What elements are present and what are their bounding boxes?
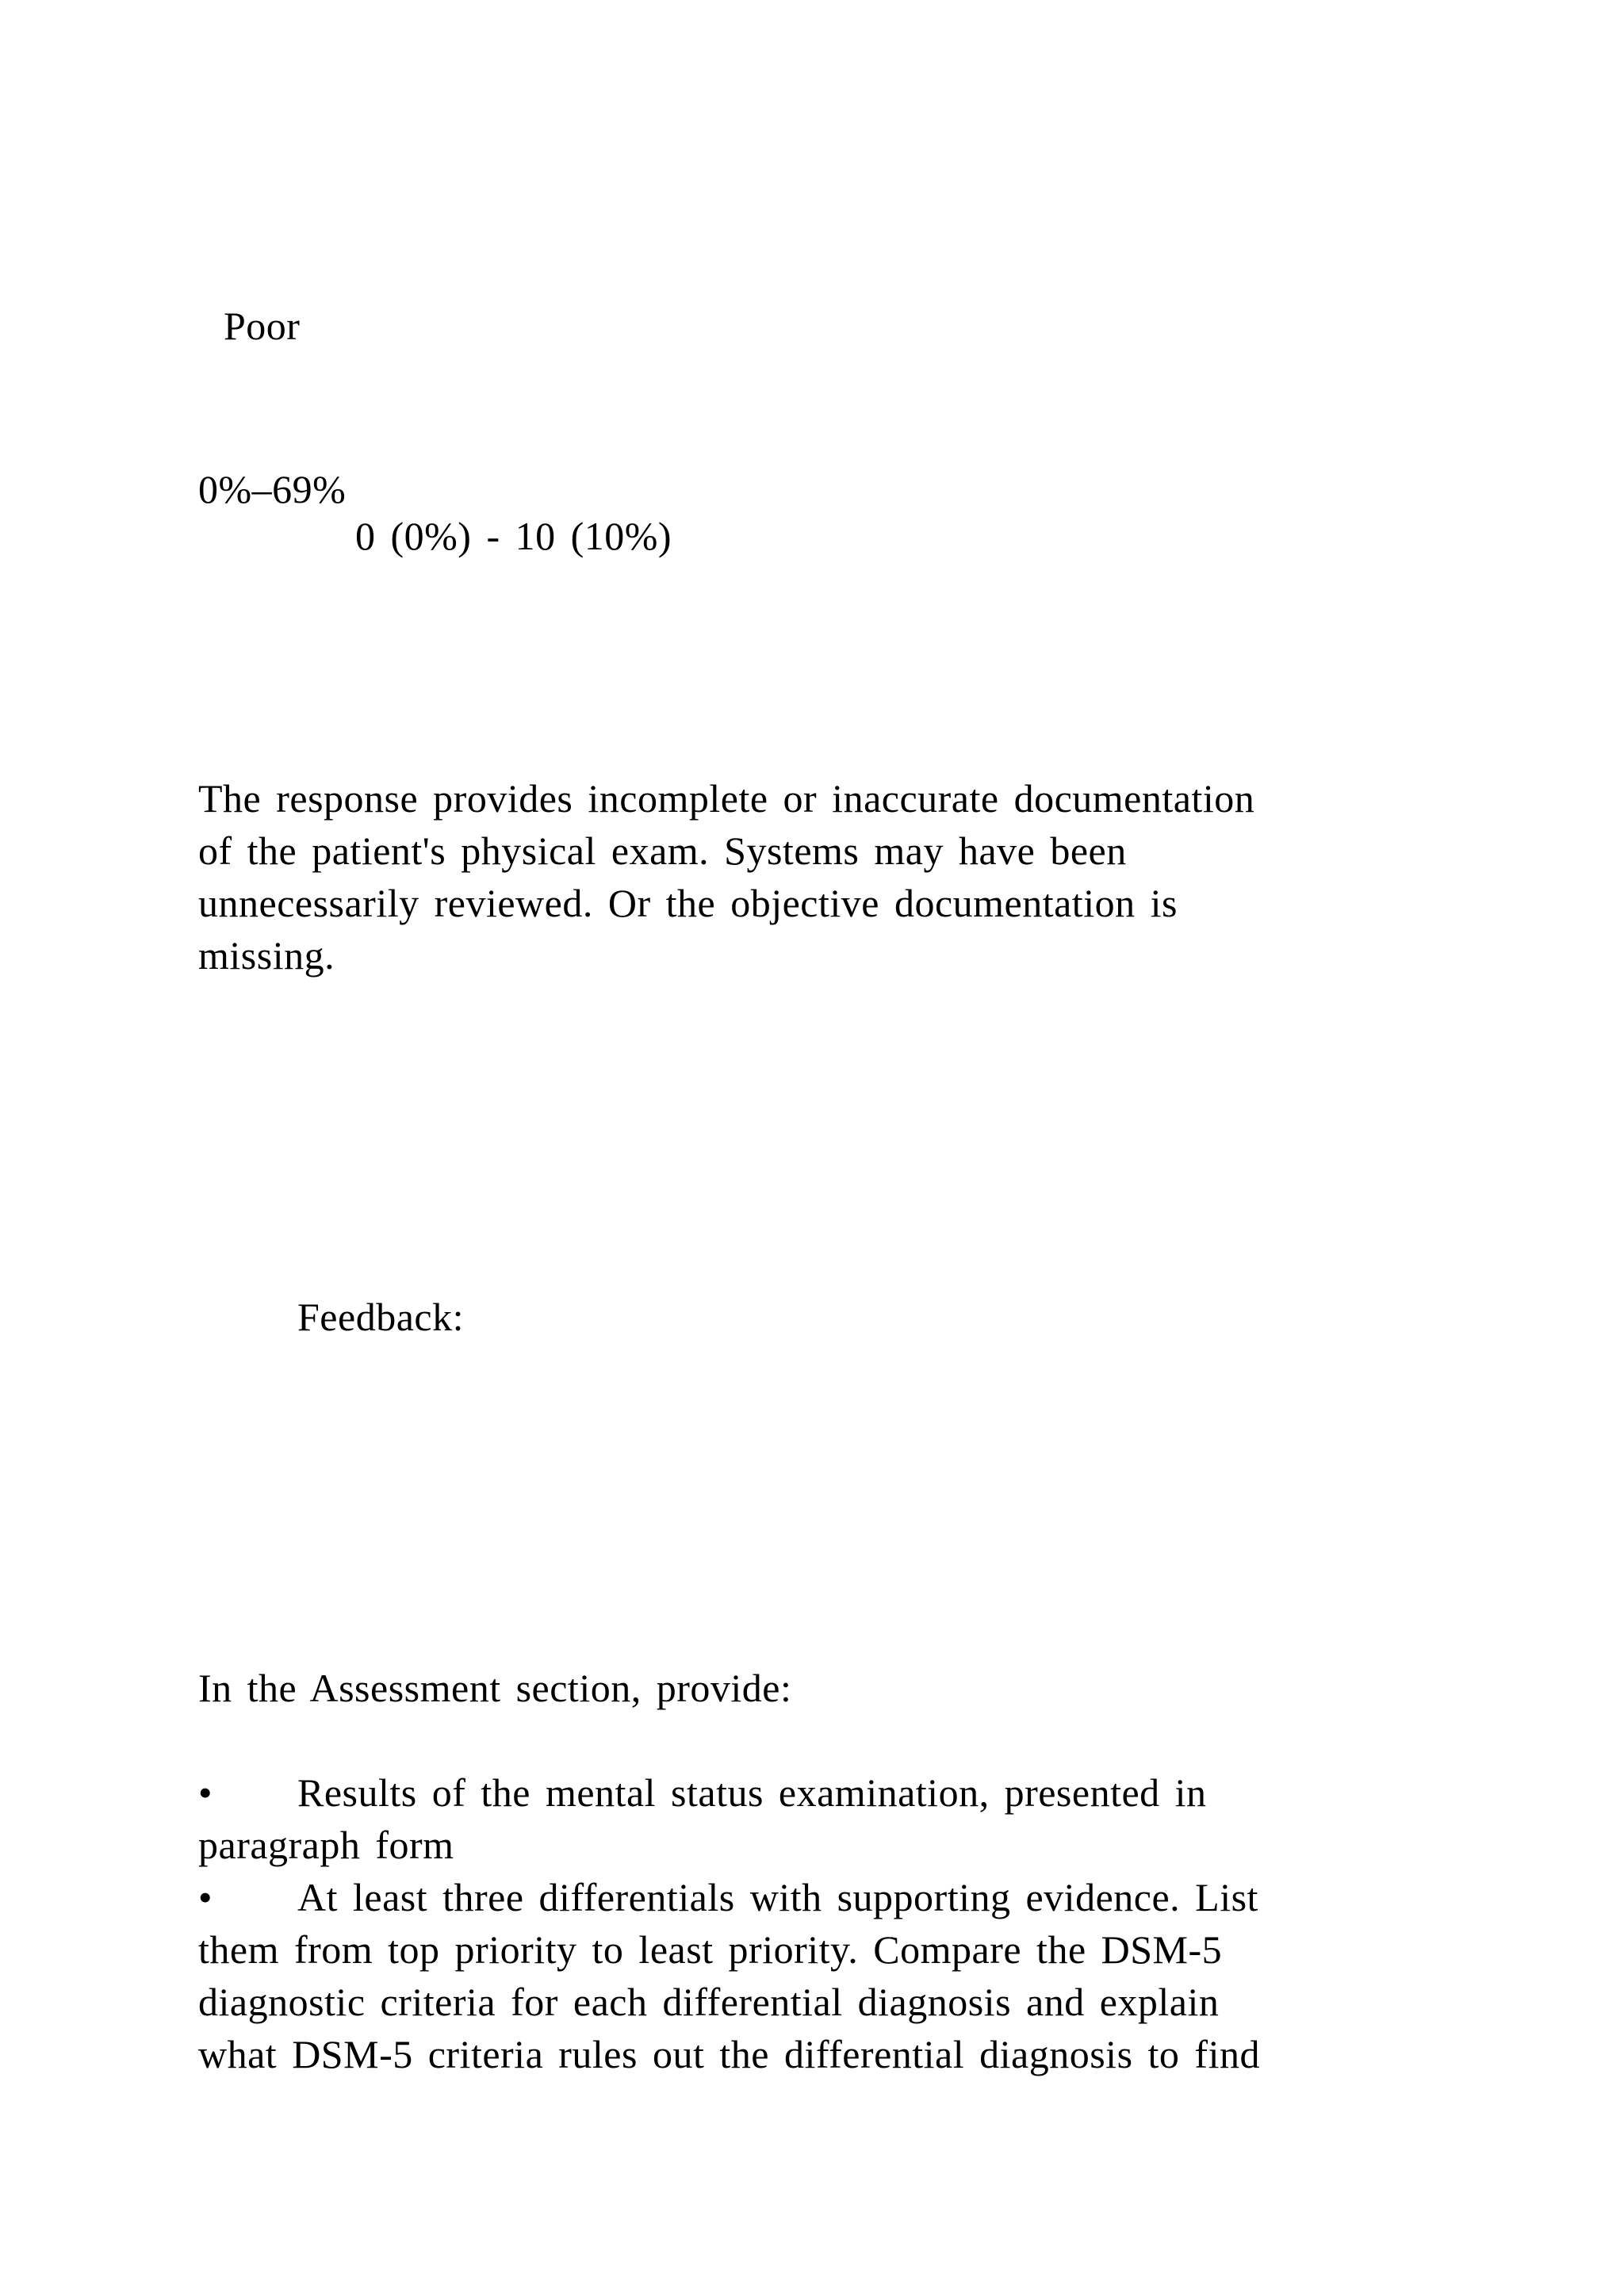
rating-label: Poor xyxy=(224,304,301,348)
list-item xyxy=(198,1871,1435,1923)
assessment-section xyxy=(198,1662,1435,2080)
rating-description xyxy=(198,772,1435,982)
blank-line xyxy=(198,1714,1435,1766)
bullet-marker: • xyxy=(198,1770,213,1815)
list-item-text: Results of the mental status examination, presented in xyxy=(297,1770,1207,1815)
list-item-continuation: diagnostic criteria for each differential diagnosis and explain xyxy=(198,1980,1220,2024)
list-item-continuation: what DSM-5 criteria rules out the differential diagnosis to find xyxy=(198,2032,1260,2076)
description-line: of the patient's physical exam. Systems may have been xyxy=(198,828,1127,873)
feedback-label: Feedback: xyxy=(297,1295,464,1339)
bullet-marker: • xyxy=(198,1875,213,1919)
list-item-continuation: them from top priority to least priority. Compare the DSM-5 xyxy=(198,1927,1223,1972)
points-range: 0 (0%) - 10 (10%) xyxy=(355,514,672,558)
list-item xyxy=(198,1766,1435,1819)
list-item-continuation: paragraph form xyxy=(198,1823,454,1867)
list-item-text: At least three differentials with supporting evidence. List xyxy=(297,1875,1258,1919)
assessment-intro: In the Assessment section, provide: xyxy=(198,1666,792,1710)
description-line: The response provides incomplete or inaccurate documentation xyxy=(198,776,1255,821)
percent-range: 0%–69% xyxy=(198,467,347,511)
description-line: missing. xyxy=(198,933,335,978)
description-line: unnecessarily reviewed. Or the objective documentation is xyxy=(198,881,1178,925)
